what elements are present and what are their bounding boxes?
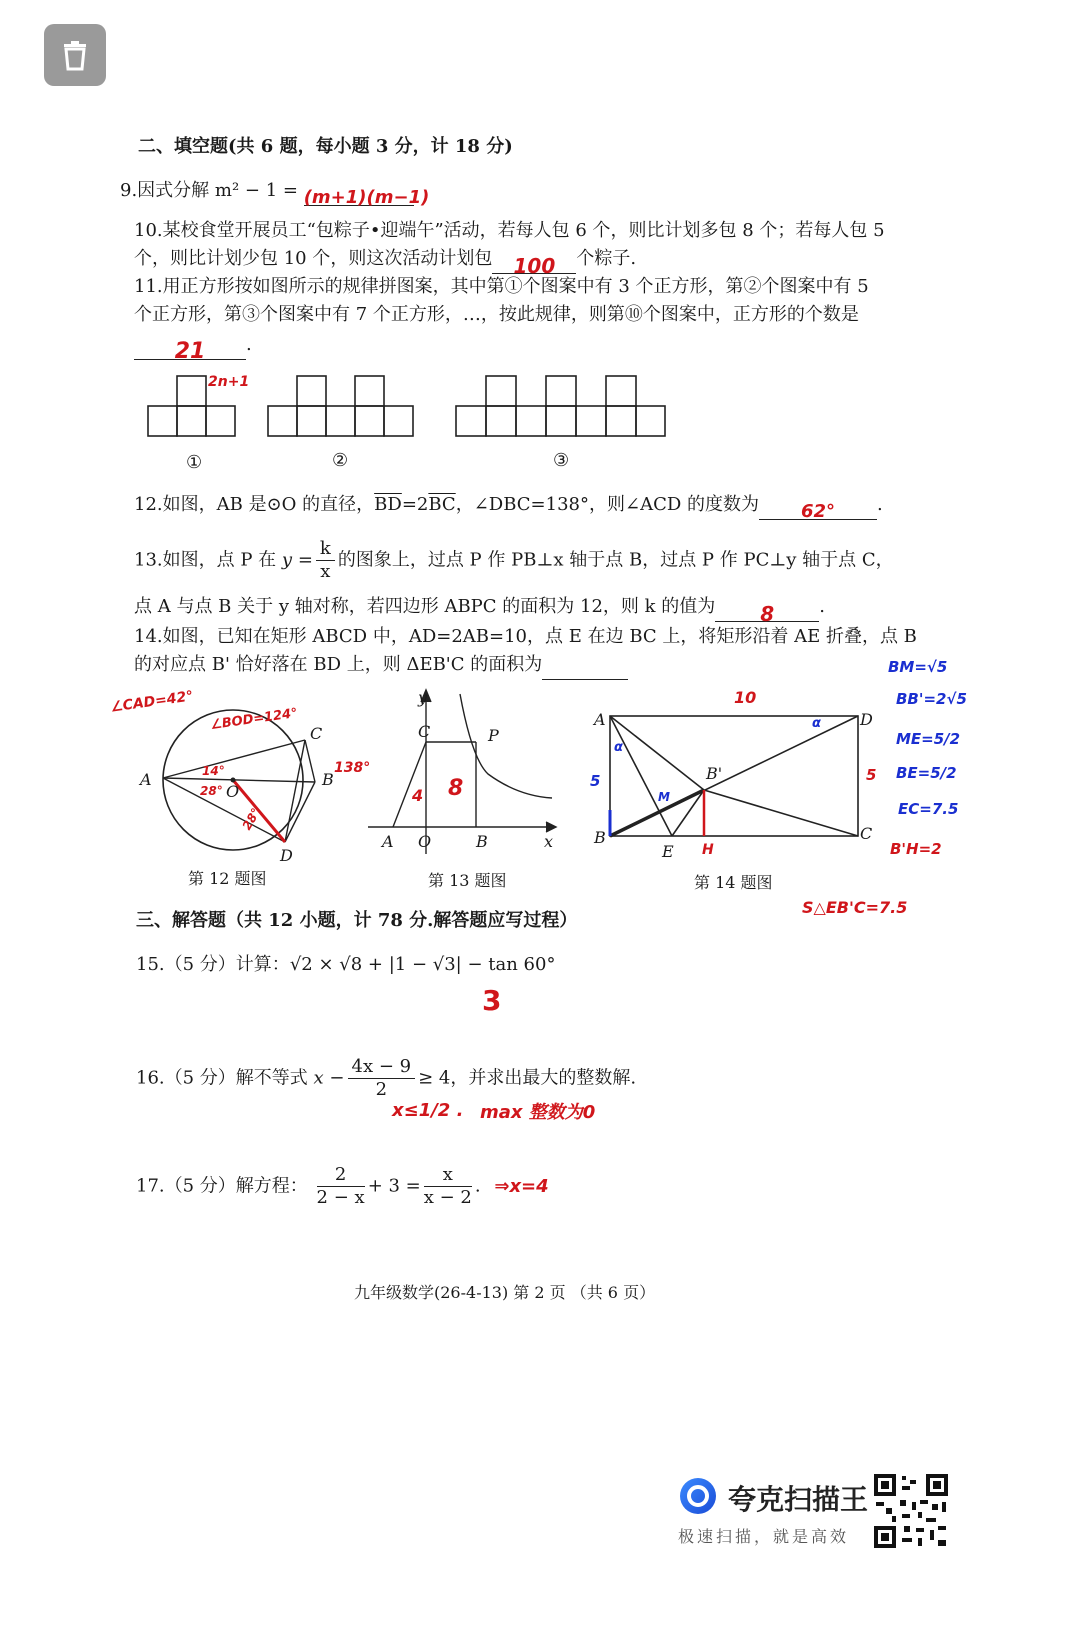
fig13-note-8: 8: [448, 776, 464, 801]
square: [177, 406, 206, 436]
q17-n1: 2: [317, 1164, 365, 1187]
q11-note: 2n+1: [208, 374, 250, 390]
arc-bd: $\overline{BD}$: [374, 494, 402, 515]
question-16: [136, 1056, 636, 1101]
square: [177, 376, 206, 406]
q12-text: 12.如图，AB 是⊙O 的直径，: [134, 494, 375, 515]
q17-d2: x − 2: [423, 1187, 472, 1208]
side-note-4: BE=5/2: [896, 764, 957, 782]
fig14-label-B: B: [594, 828, 606, 847]
square: [297, 376, 326, 406]
q17-mid: + 3 =: [367, 1175, 421, 1197]
q14-text: 的对应点 B' 恰好落在 BD 上，则 ΔEB'C 的面积为: [134, 654, 543, 675]
q9-text: 9.因式分解 m² − 1 =: [120, 180, 298, 201]
q12-answer: 62°: [759, 497, 877, 520]
square: [206, 406, 235, 436]
fig12-note-28: 28°: [200, 784, 223, 798]
q11-line1: 11.用正方形按如图所示的规律拼图案，其中第①个图案中有 3 个正方形，第②个图案中有 5: [134, 276, 869, 297]
fig12-label-O: O: [226, 782, 240, 801]
q14-line2: [134, 650, 628, 680]
q15-expression: √2 × √8 + |1 − √3| − tan 60°: [289, 954, 556, 975]
q14-line1: 14.如图，已知在矩形 ABCD 中，AD=2AB=10，点 E 在边 BC 上，将矩形沿着 AE 折叠，点 B: [134, 626, 917, 647]
fraction-k-over-x: [316, 538, 335, 583]
q16-answer-1: x≤1/2 .: [392, 1100, 464, 1121]
fig12-label-C: C: [310, 724, 323, 743]
fig14-label-C: C: [860, 824, 873, 843]
fig14-label-D: D: [860, 710, 873, 729]
square: [546, 376, 576, 406]
fig14-note-M: M: [658, 790, 670, 804]
square: [268, 406, 297, 436]
page-footer: 九年级数学(26-4-13) 第 2 页 （共 6 页）: [354, 1283, 656, 1302]
fig12-label-B: B: [322, 770, 334, 789]
fig13-label-C: C: [418, 722, 431, 741]
q9-answer: (m+1)(m−1): [304, 183, 414, 206]
question-17: [136, 1164, 549, 1209]
q12-eq: =2: [401, 494, 429, 515]
question-12: 12.如图，AB 是⊙O 的直径，$\overline{BD}=2\overline{BC}$，∠DBC=138°，则∠ACD 的度数为 62° .: [134, 494, 883, 522]
arc-bc: $\overline{BC}$: [428, 494, 456, 515]
side-note-5: EC=7.5: [898, 800, 959, 818]
question-15: [136, 950, 555, 980]
q15-text: 15.（5 分）计算：: [136, 954, 290, 975]
fig13-label-B: B: [476, 832, 488, 851]
frac-den: x: [320, 561, 331, 582]
fig14-note-5b: 5: [866, 766, 877, 784]
fig14-label-H: H: [702, 842, 714, 858]
square: [297, 406, 326, 436]
square: [486, 376, 516, 406]
delete-button[interactable]: [44, 24, 106, 86]
side-note-6: B'H=2: [890, 840, 942, 858]
fig13-caption: 第 13 题图: [428, 871, 507, 890]
q17-answer: ⇒x=4: [494, 1175, 549, 1197]
fig13-note-4: 4: [412, 786, 424, 805]
brand-logo-icon: [680, 1478, 716, 1514]
q16-answer-2: max 整数为0: [480, 1102, 596, 1123]
q13-text: 13.如图，点 P 在: [134, 549, 277, 571]
fig14-note-5a: 5: [590, 772, 601, 790]
square: [576, 406, 606, 436]
square: [606, 406, 636, 436]
q13-text-b: 的图象上，过点 P 作 PB⊥x 轴于点 B，过点 P 作 PC⊥y 轴于点 C，: [337, 549, 894, 571]
pattern-label-3: ③: [553, 450, 570, 471]
square: [355, 376, 384, 406]
q13-answer: 8: [715, 599, 819, 622]
fig14-note-alpha1: α: [614, 740, 623, 755]
brand-name: 夸克扫描王: [728, 1483, 869, 1516]
q10-line1: 10.某校食堂开展员工“包粽子•迎端午”活动，若每人包 6 个，则比计划多包 8 个；若每人包 5: [134, 220, 885, 241]
q11-answer: 21: [134, 337, 246, 360]
square: [516, 406, 546, 436]
square: [546, 406, 576, 436]
pattern-label-1: ①: [186, 452, 203, 473]
fig13-label-O: O: [418, 832, 432, 851]
square: [326, 406, 355, 436]
fig12-note-28b: 28°: [239, 805, 264, 833]
pattern-label-2: ②: [332, 450, 349, 471]
fig14-label-Bprime: B': [706, 764, 723, 783]
question-9: [120, 176, 430, 208]
q10-text-end: 个粽子.: [576, 248, 637, 269]
side-note-3: ME=5/2: [896, 730, 961, 748]
q16-num: 4x − 9: [348, 1056, 416, 1079]
q17-n2: x: [424, 1164, 472, 1187]
area-note: S△EB'C=7.5: [802, 898, 908, 917]
fig14-label-E: E: [662, 842, 674, 861]
square: [456, 406, 486, 436]
fig13-label-x: x: [544, 832, 554, 851]
q11-line3: 21 .: [134, 330, 252, 360]
q16-fraction: [348, 1056, 416, 1101]
q16-text: 16.（5 分）解不等式: [136, 1067, 308, 1089]
question-13: 13.如图，点 P 在 y = $\frac{k}{x}$ 的图象上，过点 P 作 PB⊥x 轴于点 B，过点 P 作 PC⊥y 轴于点 C，: [134, 538, 894, 582]
section-title-3: 三、解答题（共 12 小题，计 78 分.解答题应写过程）: [136, 910, 578, 931]
side-note-1: BM=√5: [888, 658, 948, 676]
q17-d1: 2 − x: [316, 1187, 365, 1208]
q10-answer: 100: [492, 251, 576, 274]
q17-text: 17.（5 分）解方程：: [136, 1175, 308, 1197]
q17-fraction-2: [424, 1164, 472, 1209]
q16-den: 2: [375, 1079, 388, 1100]
fig12-note-138: 138°: [334, 760, 371, 776]
square: [355, 406, 384, 436]
figure-14: [594, 700, 884, 860]
brand-slogan: 极速扫描，就是高效: [678, 1527, 850, 1546]
q13-line2: 点 A 与点 B 关于 y 轴对称，若四边形 ABPC 的面积为 12，则 k 的值为 8 .: [134, 596, 825, 626]
fig13-label-P: P: [488, 726, 499, 745]
section-title: 二、填空题(共 6 题，每小题 3 分，计 18 分): [138, 136, 513, 157]
q12-text-b: ，∠DBC=138°，则∠ACD 的度数为: [455, 494, 759, 515]
fig13-label-A: A: [382, 832, 394, 851]
qr-code-icon[interactable]: [872, 1472, 950, 1550]
trash-icon: [57, 37, 93, 73]
q10-line2: [134, 244, 637, 278]
fig14-label-A: A: [594, 710, 606, 729]
fig12-caption: 第 12 题图: [188, 869, 267, 888]
fig12-label-D: D: [280, 846, 293, 865]
fig12-note-cad: ∠CAD=42°: [109, 688, 195, 716]
square: [486, 406, 516, 436]
q17-end: .: [474, 1175, 481, 1197]
figure-13: [368, 684, 568, 864]
q16-pre: x −: [313, 1067, 345, 1089]
q15-answer: 3: [482, 984, 502, 1017]
square: [384, 406, 413, 436]
square: [636, 406, 665, 436]
fig12-note-bod: ∠BOD=124°: [209, 705, 299, 734]
side-note-2: BB'=2√5: [896, 690, 967, 708]
fig14-note-alpha2: α: [812, 716, 821, 731]
q16-post: ≥ 4，并求出最大的整数解.: [418, 1067, 637, 1089]
fig14-note-10: 10: [734, 688, 757, 707]
fig12-label-A: A: [140, 770, 152, 789]
q11-line2: 个正方形，第③个图案中有 7 个正方形，…，按此规律，则第⑩个图案中，正方形的个数是: [134, 304, 859, 325]
fig13-label-y: y: [418, 688, 428, 707]
q10-text: 个，则比计划少包 10 个，则这次活动计划包: [134, 248, 493, 269]
fig12-note-14: 14°: [202, 764, 225, 778]
q13-text-c: 点 A 与点 B 关于 y 轴对称，若四边形 ABPC 的面积为 12，则 k 的值为: [134, 596, 716, 617]
fig14-caption: 第 14 题图: [694, 873, 773, 892]
q17-fraction-1: [317, 1164, 365, 1209]
q14-answer-blank: [542, 657, 628, 680]
frac-num: k: [316, 538, 335, 561]
square: [148, 406, 177, 436]
square: [606, 376, 636, 406]
